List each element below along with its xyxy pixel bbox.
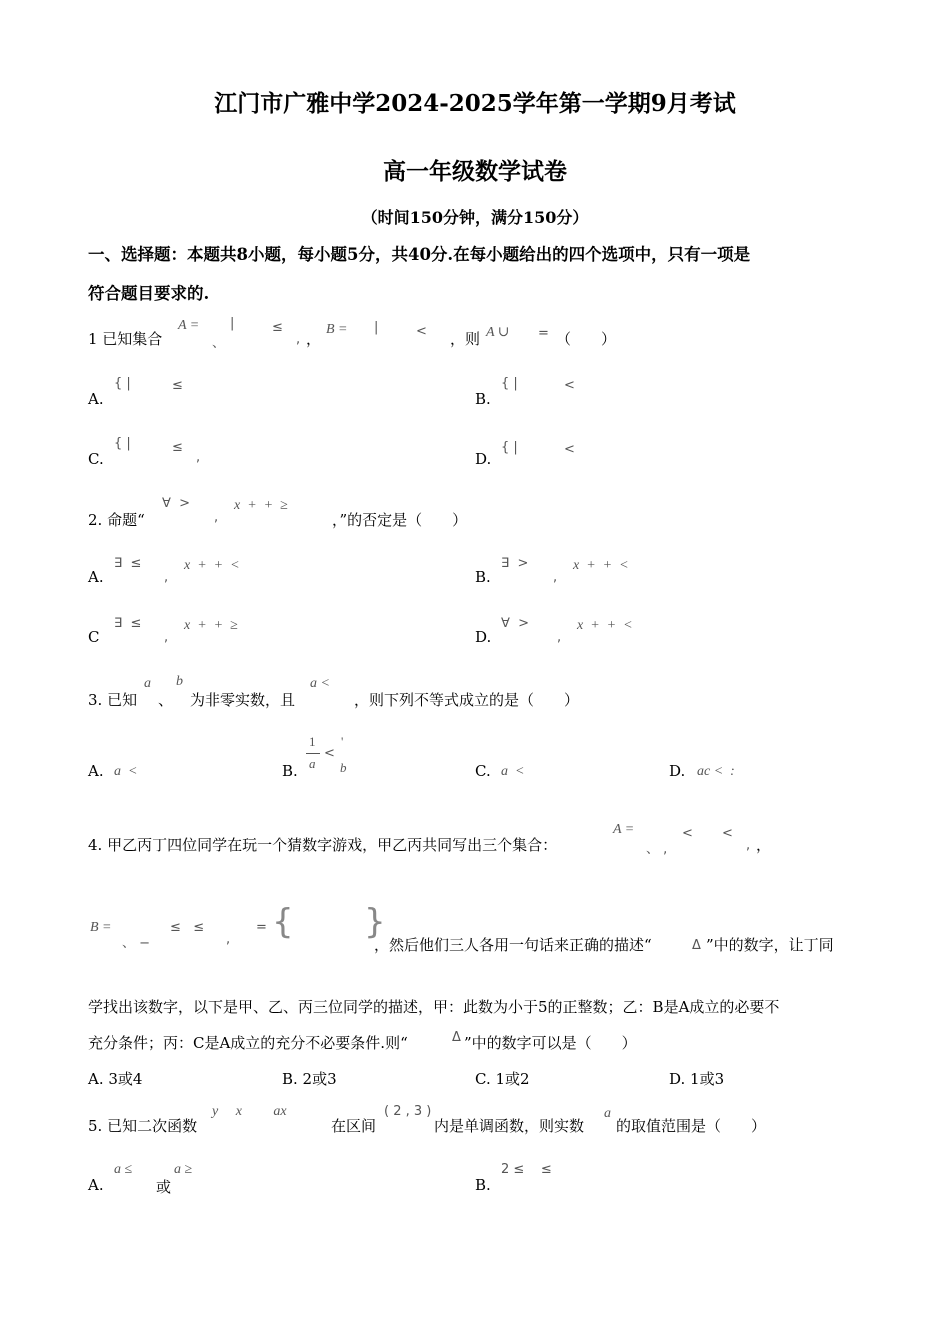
q1-stem-prefix: 1 已知集合: [88, 330, 163, 348]
q2-option-b-label: B.: [475, 568, 491, 586]
faded-glyph: { |: [501, 376, 518, 391]
q3-option-a-label: A.: [88, 762, 104, 780]
faded-glyph: =: [538, 326, 549, 341]
q1-union-symbol: A ∪: [486, 325, 510, 340]
q5-stem-end: 的取值范围是（ ）: [616, 1117, 767, 1135]
q1-comma: ，: [306, 330, 322, 348]
section-heading: 一、选择题：本题共8小题，每小题5分，共40分.在每小题给出的四个选项中，只有一项是: [88, 245, 751, 264]
q5-stem-prefix: 5. 已知二次函数: [88, 1117, 198, 1135]
q1-option-c-label: C.: [88, 450, 104, 468]
q5-option-b-label: B.: [475, 1176, 491, 1194]
q3-option-b-label: B.: [282, 762, 298, 780]
q4-stem-line3: 学找出该数字，以下是甲、乙、丙三位同学的描述，甲：此数为小于5的正整数；乙：B是A成立的必要不: [88, 998, 780, 1016]
fraction-denominator: b: [340, 760, 347, 775]
faded-glyph: a ≥: [174, 1162, 193, 1177]
faded-glyph: ,: [164, 630, 169, 645]
faded-glyph: 、 −: [122, 936, 151, 951]
faded-glyph: y x ax: [212, 1104, 287, 1119]
fraction-numerator: 1: [309, 734, 316, 749]
faded-glyph: <: [564, 442, 575, 457]
q2-option-c-label: C: [88, 628, 100, 646]
faded-glyph: ∃ ≤: [114, 616, 142, 631]
faded-glyph: |: [230, 316, 235, 331]
faded-glyph: x + + <: [577, 618, 633, 633]
q4-triangle-2: Δ: [452, 1030, 461, 1045]
faded-glyph: <: [416, 324, 427, 339]
q5-var-a: a: [604, 1106, 611, 1121]
q3-stem-end: ，则下列不等式成立的是（ ）: [354, 691, 580, 709]
faded-glyph: a: [144, 676, 151, 691]
q2-stem-end: ，”的否定是（ ）: [332, 511, 468, 529]
q4-stem-line4a: 充分条件；丙：C是A成立的充分不必要条件.则“: [88, 1034, 408, 1052]
fraction-denominator: a: [309, 756, 316, 771]
faded-glyph: ,: [746, 838, 751, 853]
q1-set-b-symbol: B =: [326, 322, 348, 337]
faded-glyph: |: [374, 320, 379, 335]
q2-stem-prefix: 2. 命题“: [88, 511, 145, 529]
q4-triangle-1: Δ: [692, 938, 701, 953]
q3-stem-prefix: 3. 已知: [88, 691, 138, 709]
q1-then: ，则: [450, 330, 481, 348]
fraction-numerator: ': [341, 734, 344, 749]
q5-option-a-or: 或: [156, 1178, 172, 1196]
q5-stem-mid: 在区间: [331, 1117, 377, 1135]
faded-glyph: ,: [553, 570, 558, 585]
q4-option-b: B. 2或3: [282, 1070, 337, 1088]
faded-glyph: ,: [226, 932, 231, 947]
q5-stem-mid2: 内是单调函数，则实数: [434, 1117, 585, 1135]
q2-option-a-label: A.: [88, 568, 104, 586]
faded-glyph: ,: [196, 450, 201, 465]
faded-glyph: { |: [114, 376, 131, 391]
q3-stem-mid: 为非零实数，且: [190, 691, 296, 709]
faded-glyph: <: [324, 746, 335, 761]
fraction-bar: [306, 753, 320, 754]
exam-duration: （时间150分钟，满分150分）: [361, 208, 589, 227]
faded-glyph: B =: [90, 920, 112, 935]
faded-glyph: <: [682, 826, 693, 841]
faded-glyph: ,: [296, 332, 301, 347]
faded-glyph: ac < :: [697, 764, 735, 779]
q4-stem-line2-end: ”中的数字，让丁同: [706, 936, 834, 954]
faded-glyph: {: [272, 902, 294, 942]
faded-glyph: ,: [214, 510, 219, 525]
faded-glyph: a <: [501, 764, 525, 779]
q4-option-a: A. 3或4: [88, 1070, 143, 1088]
faded-glyph: ,: [164, 570, 169, 585]
faded-glyph: 、: [212, 336, 226, 351]
faded-glyph: ，: [756, 836, 772, 854]
q3-sep: 、: [158, 691, 174, 709]
q4-option-d: D. 1或3: [669, 1070, 725, 1088]
q4-option-c: C. 1或2: [475, 1070, 530, 1088]
faded-glyph: ≤: [172, 378, 183, 393]
faded-glyph: ≤: [272, 320, 283, 335]
faded-glyph: { |: [114, 436, 131, 451]
faded-glyph: A =: [613, 822, 635, 837]
q4-stem-line2: ，然后他们三人各用一句话来正确的描述“: [374, 936, 652, 954]
q1-set-a-symbol: A =: [178, 318, 200, 333]
faded-glyph: ∀ >: [162, 496, 191, 511]
q3-option-c-label: C.: [475, 762, 491, 780]
faded-glyph: ≤ ≤: [170, 920, 205, 935]
q1-option-a-label: A.: [88, 390, 104, 408]
faded-glyph: x + + <: [573, 558, 629, 573]
faded-glyph: 、 ,: [646, 842, 668, 857]
faded-glyph: { |: [501, 440, 518, 455]
q5-interval: ( 2 , 3 ): [384, 1104, 432, 1119]
faded-glyph: x + + ≥: [234, 498, 288, 513]
faded-glyph: ≤: [172, 440, 183, 455]
q1-blank: （ ）: [556, 330, 617, 348]
faded-glyph: a <: [114, 764, 138, 779]
section-heading-cont: 符合题目要求的.: [88, 284, 210, 303]
faded-glyph: 2 ≤ ≤: [501, 1162, 552, 1177]
exam-title: 江门市广雅中学2024-2025学年第一学期9月考试: [214, 90, 736, 117]
faded-glyph: b: [176, 674, 183, 689]
q4-stem-line4b: ”中的数字可以是（ ）: [464, 1034, 637, 1052]
q1-option-d-label: D.: [475, 450, 492, 468]
faded-glyph: a ≤: [114, 1162, 133, 1177]
q4-stem-line1: 4. 甲乙丙丁四位同学在玩一个猜数字游戏，甲乙丙共同写出三个集合：: [88, 836, 558, 854]
faded-glyph: =: [256, 920, 267, 935]
q5-option-a-label: A.: [88, 1176, 104, 1194]
exam-subtitle: 高一年级数学试卷: [383, 158, 567, 185]
q3-option-d-label: D.: [669, 762, 686, 780]
faded-glyph: <: [722, 826, 733, 841]
faded-glyph: }: [364, 902, 386, 942]
faded-glyph: ∃ ≤: [114, 556, 142, 571]
faded-glyph: x + + <: [184, 558, 240, 573]
q2-option-d-label: D.: [475, 628, 492, 646]
faded-glyph: a <: [310, 676, 330, 691]
q1-option-b-label: B.: [475, 390, 491, 408]
faded-glyph: ∃ >: [501, 556, 529, 571]
faded-glyph: ∀ >: [501, 616, 530, 631]
faded-glyph: x + + ≥: [184, 618, 238, 633]
faded-glyph: <: [564, 378, 575, 393]
faded-glyph: ,: [557, 630, 562, 645]
